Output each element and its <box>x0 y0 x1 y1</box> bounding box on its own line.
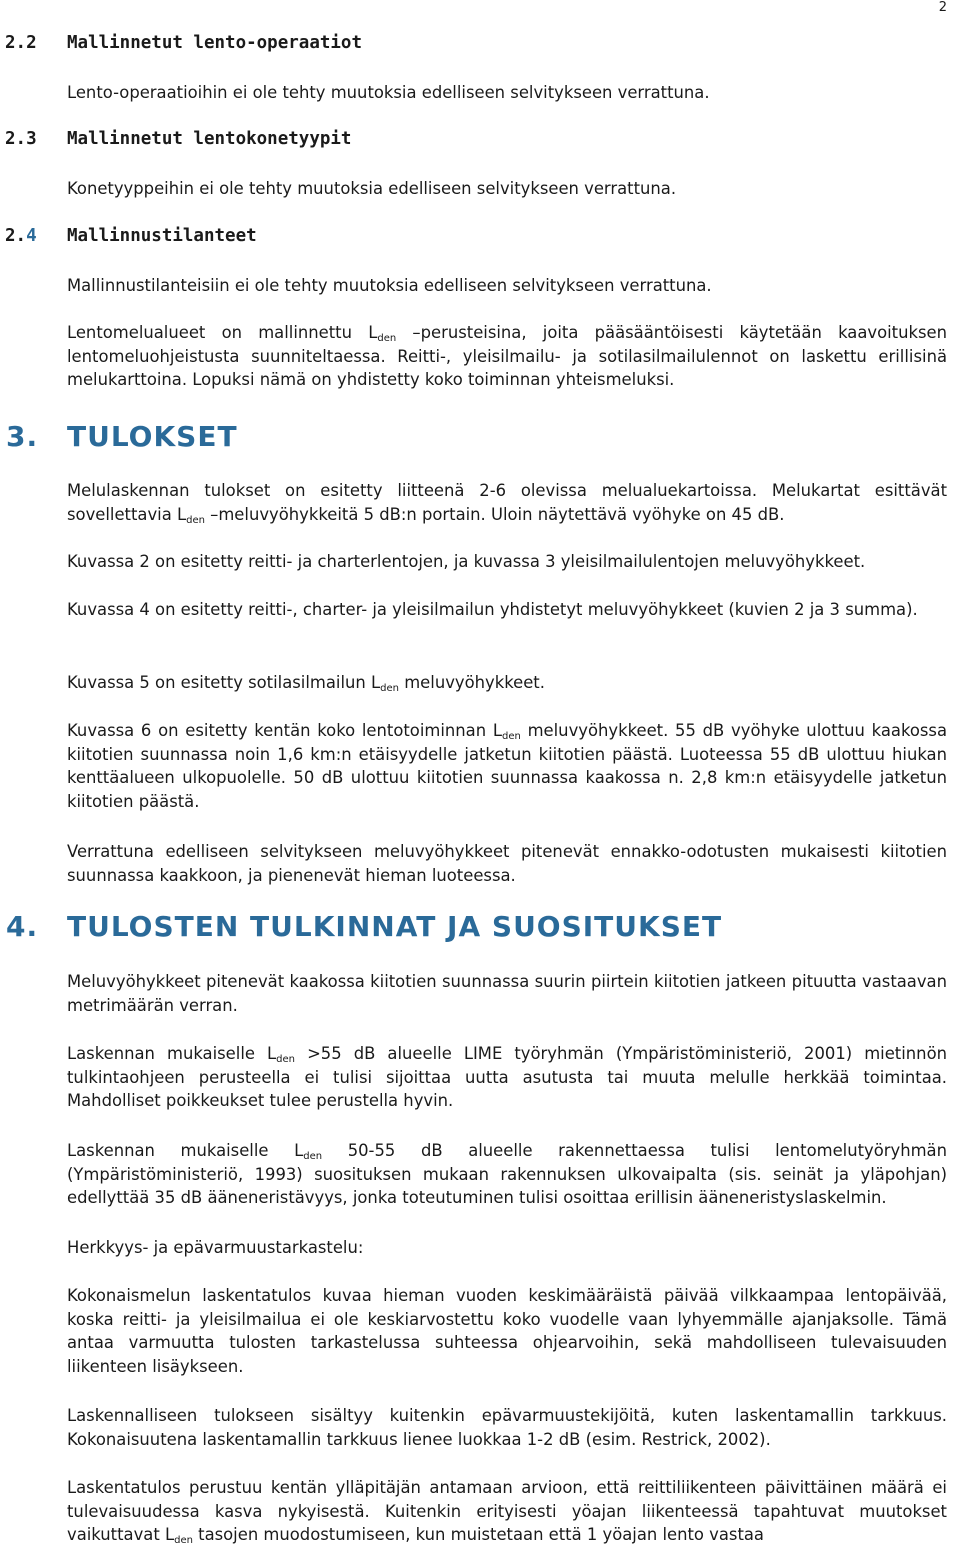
paragraph: Mallinnustilanteisiin ei ole tehty muutoksia edelliseen selvitykseen verrattuna. <box>67 276 712 295</box>
paragraph: Lento-operaatioihin ei ole tehty muutoksia edelliseen selvitykseen verrattuna. <box>67 83 710 102</box>
section-number: 2. <box>5 129 27 149</box>
paragraph: Verrattuna edelliseen selvitykseen meluvyöhykkeet pitenevät ennakko-odotusten mukaisesti kiitotien suunnassa kaakkoon, ja pienenevät hieman luoteessa. <box>67 842 947 885</box>
section-title: Mallinnetut lento-operaatiot <box>67 33 363 53</box>
section-number-digit: 2 <box>26 33 37 53</box>
text-run: Kuvassa 5 on esitetty sotilasilmailun L <box>67 673 381 692</box>
section-number: 2. <box>5 33 27 53</box>
text-run: Melulaskennan tulokset on esitetty liitteenä 2-6 olevissa melualuekartoissa. Melukartat esittävät sovellettavia L <box>67 481 947 524</box>
text-run: >55 dB alueelle LIME työryhmän (Ympäristöministeriö, 2001) mietinnön tulkintaohjeen perusteella ei tulisi sijoittaa uutta asutusta tai muuta melulle herkkää toimintaa. Mahdolliset poikkeukset tulee perustella hyvin. <box>67 1044 947 1110</box>
text-run: Laskentatulos perustuu kentän ylläpitäjän antamaan arvioon, että reittiliikenteen päivittäinen määrä ei tulevaisuudessa kasva nykyisestä. Kuitenkin erityisesti yöajan liikenteessä tapahtuvat muutokset vaikuttavat L <box>67 1478 947 1544</box>
text-run: 50-55 dB alueelle rakennettaessa tulisi lentomelutyöryhmän (Ympäristöministeriö, 1993) suosituksen mukaan rakennuksen ulkovaipalta (sis. seinät ja yläpohjan) edellyttää 35 dB ääneneristävyys, jonka toteutuminen tulisi osoittaa erillisin ääneneristyslaskelmin. <box>67 1141 947 1207</box>
subscript: den <box>276 1054 295 1065</box>
paragraph: Laskennalliseen tulokseen sisältyy kuitenkin epävarmuustekijöitä, kuten laskentamallin tarkkuus. Kokonaisuutena laskentamallin tarkkuus lienee luokkaa 1-2 dB (esim. Restrick, 2002). <box>67 1406 947 1449</box>
section-title: Mallinnetut lentokonetyypit <box>67 129 352 149</box>
text-run: –meluvyöhykkeitä 5 dB:n portain. Uloin näytettävä vyöhyke on 45 dB. <box>204 504 785 524</box>
paragraph: Herkkyys- ja epävarmuustarkastelu: <box>67 1238 364 1257</box>
text-run: meluvyöhykkeet. 55 dB vyöhyke ulottuu kaakossa kiitotien suunnassa noin 1,6 km:n etäisyydelle jatketun kiitotien päästä. Luoteessa 55 dB ulottuu hiukan kenttäalueen ulkopuolelle. 50 dB ulottuu kiitotien suunnassa kaakossa n. 2,8 km:n etäisyydelle jatketun kiitotien päästä. <box>67 721 948 811</box>
paragraph-noise-areas <box>67 321 947 392</box>
text-run: Laskennan mukaiselle L <box>67 1141 304 1160</box>
page-number: 2 <box>938 0 947 15</box>
subscript: den <box>501 731 521 742</box>
text-run: Lentomelualueet on mallinnettu L <box>67 323 378 342</box>
paragraph: Meluvyöhykkeet pitenevät kaakossa kiitotien suunnassa suurin piirtein kiitotien jatkeen pituutta vastaavan metrimäärän verran. <box>67 972 947 1015</box>
subscript: den <box>174 1535 193 1546</box>
paragraph: Kokonaismelun laskentatulos kuvaa hieman vuoden keskimääräistä päivää vilkkaampaa lentopäivää, koska reitti- ja yleisilmailua ei ole keskiarvostettu koko vuodelle vaan lyhyemmälle ajanjaksolle. Tämä antaa varmuutta tulosten tarkastelussa suhteessa ohjearvoihin, sekä mahdolliseen tulevaisuuden liikenteen lisäykseen. <box>67 1286 947 1376</box>
paragraph <box>67 1476 947 1547</box>
chapter-number: 3. <box>6 420 39 453</box>
paragraph <box>67 1139 947 1210</box>
chapter-number: 4. <box>6 910 39 943</box>
text-run: –perusteisina, joita pääsääntöisesti käytetään kaavoituksen lentomeluohjeistusta suunniteltaessa. Reitti-, yleisilmailu- ja sotilasilmailulennot on laskettu erillisinä melukarttoina. Lopuksi nämä on yhdistetty koko toiminnan yhteismeluksi. <box>67 323 947 389</box>
subscript: den <box>380 683 399 694</box>
text-run: tasojen muodostumiseen, kun muistetaan että 1 yöajan lento vastaa <box>192 1525 764 1544</box>
section-title: Mallinnustilanteet <box>67 226 257 246</box>
paragraph <box>67 479 947 526</box>
paragraph <box>67 671 947 695</box>
paragraph: Konetyyppeihin ei ole tehty muutoksia edelliseen selvitykseen verrattuna. <box>67 179 677 198</box>
subscript: den <box>377 333 397 344</box>
section-number: 2. <box>5 226 27 246</box>
text-run: meluvyöhykkeet. <box>399 673 545 692</box>
section-number-digit: 4 <box>26 226 37 246</box>
subscript: den <box>186 514 205 526</box>
subscript: den <box>303 1151 323 1162</box>
text-run: Laskennan mukaiselle L <box>67 1044 277 1063</box>
paragraph <box>67 719 947 813</box>
chapter-title: TULOSTEN TULKINNAT JA SUOSITUKSET <box>67 910 723 943</box>
paragraph: Kuvassa 4 on esitetty reitti-, charter- ja yleisilmailun yhdistetyt meluvyöhykkeet (kuvien 2 ja 3 summa). <box>67 600 918 619</box>
paragraph <box>67 1042 947 1113</box>
paragraph: Kuvassa 2 on esitetty reitti- ja charterlentojen, ja kuvassa 3 yleisilmailulentojen meluvyöhykkeet. <box>67 552 866 571</box>
text-run: Kuvassa 6 on esitetty kentän koko lentotoiminnan L <box>67 721 502 740</box>
chapter-title: TULOKSET <box>67 420 238 453</box>
section-number-digit: 3 <box>26 129 37 149</box>
